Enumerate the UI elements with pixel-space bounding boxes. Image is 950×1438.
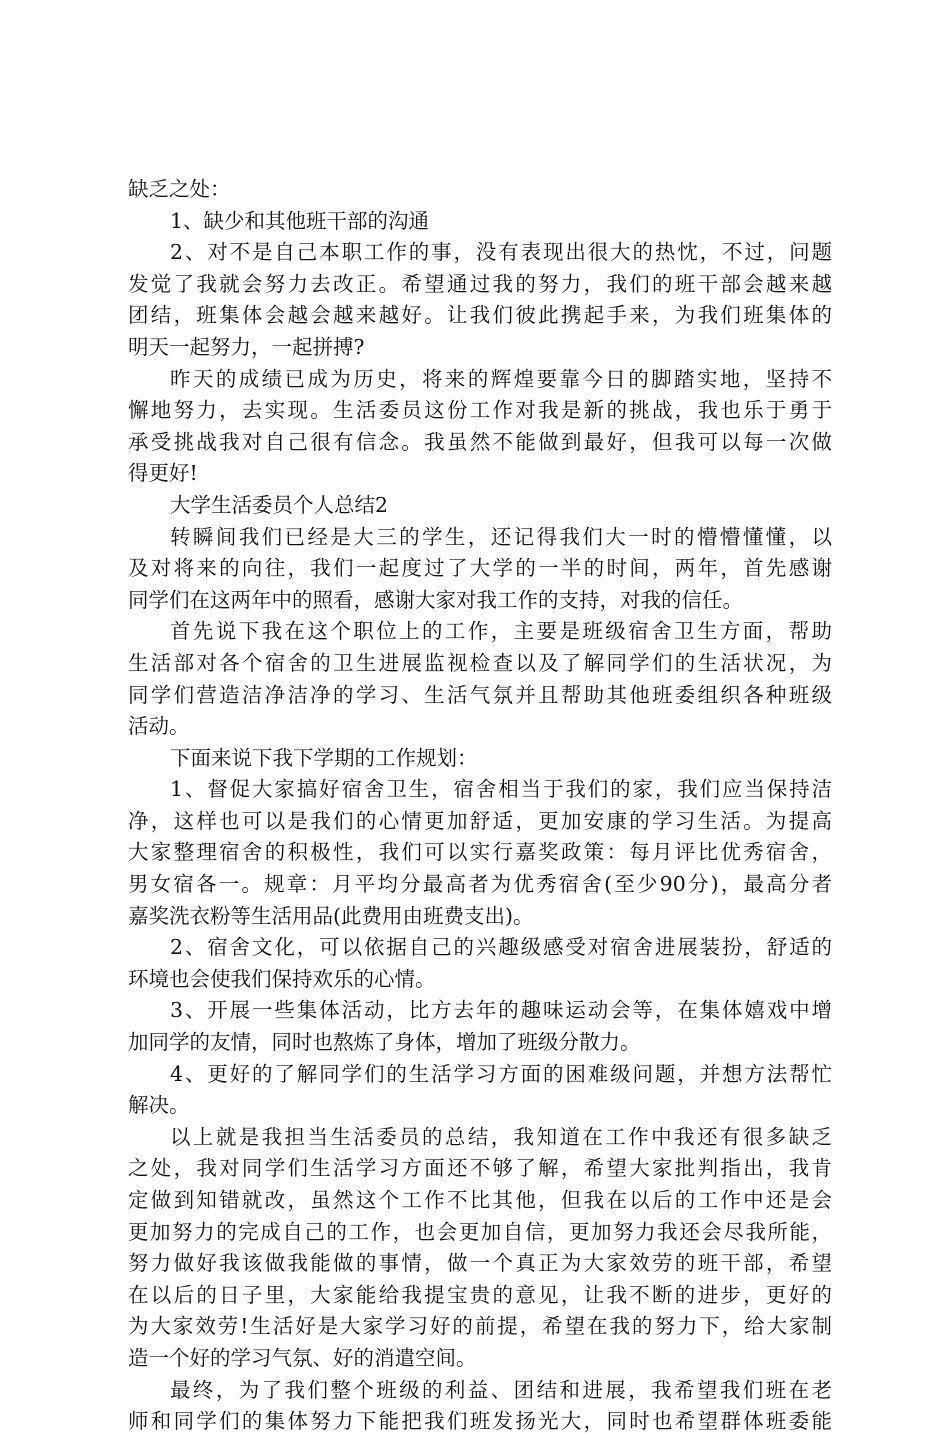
text-line: 为大家效劳!生活好是大家学习好的前提，希望在我的努力下，给大家制 xyxy=(128,1314,832,1339)
text-line: 3、开展一些集体活动，比方去年的趣味运动会等，在集体嬉戏中增 xyxy=(170,998,832,1023)
text-line: 师和同学们的集体努力下能把我们班发扬光大，同时也希望群体班委能 xyxy=(128,1409,832,1434)
text-line: 在以后的日子里，大家能给我提宝贵的意见，让我不断的进步，更好的 xyxy=(128,1282,832,1307)
text-line: 最终，为了我们整个班级的利益、团结和进展，我希望我们班在老 xyxy=(170,1377,832,1402)
text-line: 解决。 xyxy=(128,1093,190,1118)
text-line: 下面来说下我下学期的工作规划： xyxy=(170,745,478,770)
text-line: 同学们营造洁净洁净的学习、生活气氛并且帮助其他班委组织各种班级 xyxy=(128,682,832,707)
text-line: 团结，班集体会越会越来越好。让我们彼此携起手来，为我们班集体的 xyxy=(128,303,832,328)
text-line: 净，这样也可以是我们的心情更加舒适，更加安康的学习生活。为提高 xyxy=(128,808,832,833)
text-line: 努力做好我该做我能做的事情，做一个真正为大家效劳的班干部，希望 xyxy=(128,1251,832,1276)
text-line: 男女宿各一。规章：月平均分最高者为优秀宿舍(至少90分)，最高分者 xyxy=(128,872,832,897)
text-line: 明天一起努力，一起拼搏? xyxy=(128,334,365,359)
text-line: 生活部对各个宿舍的卫生进展监视检查以及了解同学们的生活状况，为 xyxy=(128,650,832,675)
text-line: 加同学的友情，同时也熬炼了身体，增加了班级分散力。 xyxy=(128,1030,641,1055)
text-line: 懈地努力，去实现。生活委员这份工作对我是新的挑战，我也乐于勇于 xyxy=(128,398,832,423)
text-line: 昨天的成绩已成为历史，将来的辉煌要靠今日的脚踏实地，坚持不 xyxy=(170,366,832,391)
text-line: 更加努力的完成自己的工作，也会更加自信，更加努力我还会尽我所能， xyxy=(128,1219,832,1244)
text-line: 以上就是我担当生活委员的总结，我知道在工作中我还有很多缺乏 xyxy=(170,1124,832,1149)
text-line: 缺乏之处： xyxy=(128,177,231,201)
text-line: 及对将来的向往，我们一起度过了大学的一半的时间，两年，首先感谢 xyxy=(128,556,832,581)
text-line: 造一个好的学习气氛、好的消遣空间。 xyxy=(128,1345,477,1370)
text-line: 1、督促大家搞好宿舍卫生，宿舍相当于我们的家，我们应当保持洁 xyxy=(170,777,832,802)
text-line: 2、对不是自己本职工作的事，没有表现出很大的热忱，不过，问题 xyxy=(170,240,832,265)
text-line: 2、宿舍文化，可以依据自己的兴趣级感受对宿舍进展装扮，舒适的 xyxy=(170,935,832,960)
text-line: 1、缺少和其他班干部的沟通 xyxy=(170,208,430,233)
text-line: 环境也会使我们保持欢乐的心情。 xyxy=(128,966,436,991)
text-line: 发觉了我就会努力去改正。希望通过我的努力，我们的班干部会越来越 xyxy=(128,271,832,296)
text-line: 同学们在这两年中的照看，感谢大家对我工作的支持，对我的信任。 xyxy=(128,587,743,612)
text-line: 转瞬间我们已经是大三的学生，还记得我们大一时的懵懵懂懂，以 xyxy=(170,524,832,549)
document-body xyxy=(128,174,832,1438)
text-line: 活动。 xyxy=(128,714,190,739)
section-heading: 大学生活委员个人总结2 xyxy=(170,492,389,517)
text-line: 之处，我对同学们生活学习方面还不够了解，希望大家批判指出，我肯 xyxy=(128,1156,832,1181)
text-line: 大家整理宿舍的积极性，我们可以实行嘉奖政策：每月评比优秀宿舍， xyxy=(128,840,832,865)
text-line: 4、更好的了解同学们的生活学习方面的困难级问题，并想方法帮忙 xyxy=(170,1061,832,1086)
text-line: 嘉奖洗衣粉等生活用品(此费用由班费支出)。 xyxy=(128,903,534,928)
text-line: 定做到知错就改，虽然这个工作不比其他，但我在以后的工作中还是会 xyxy=(128,1188,832,1212)
text-line: 首先说下我在这个职位上的工作，主要是班级宿舍卫生方面，帮助 xyxy=(170,619,832,644)
text-line: 得更好! xyxy=(128,461,198,486)
text-line: 承受挑战我对自己很有信念。我虽然不能做到最好，但我可以每一次做 xyxy=(128,429,832,454)
